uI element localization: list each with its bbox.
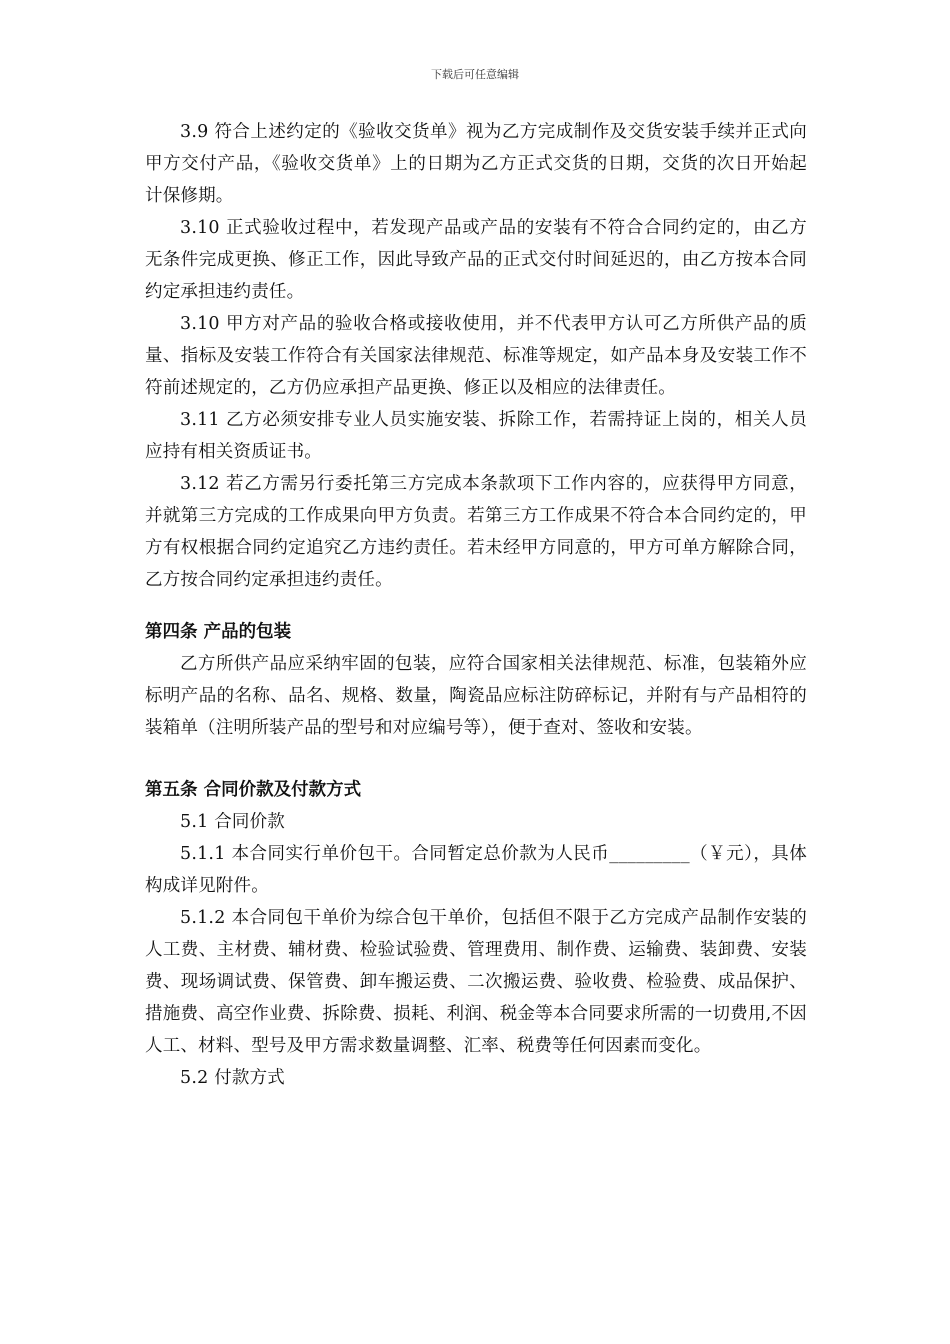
clause-5-1-2: 5.1.2 本合同包干单价为综合包干单价，包括但不限于乙方完成产品制作安装的人工费、主材费、辅材费、检验试验费、管理费用、制作费、运输费、装卸费、安装费、现场调试费、保管费、卸车搬运费、二次搬运费、验收费、检验费、成品保护、措施费、高空作业费、拆除费、损耗、利润、税金等本合同要求所需的一切费用,不因人工、材料、型号及甲方需求数量调整、汇率、税费等任何因素而变化。	[145, 908, 807, 1056]
section-spacer	[145, 744, 807, 774]
clause-3-9: 3.9 符合上述约定的《验收交货单》视为乙方完成制作及交货安装手续并正式向甲方交付产品，《验收交货单》上的日期为乙方正式交货的日期，交货的次日开始起计保修期。	[145, 122, 807, 206]
page-header: 下载后可任意编辑	[431, 68, 519, 81]
clause-5-2: 5.2 付款方式	[180, 1068, 285, 1088]
clause-3-11: 3.11 乙方必须安排专业人员实施安装、拆除工作，若需持证上岗的，相关人员应持有相关资质证书。	[145, 410, 807, 462]
article-5-heading: 第五条 合同价款及付款方式	[145, 780, 362, 800]
clause-3-10-b: 3.10 甲方对产品的验收合格或接收使用，并不代表甲方认可乙方所供产品的质量、指标及安装工作符合有关国家法律规范、标准等规定，如产品本身及安装工作不符前述规定的，乙方仍应承担产品更换、修正以及相应的法律责任。	[145, 314, 807, 398]
clause-5-1-1: 5.1.1 本合同实行单价包干。合同暂定总价款为人民币_________（￥元），具体构成详见附件。	[145, 844, 807, 896]
article-4-heading: 第四条 产品的包装	[145, 622, 292, 642]
article-4-body: 乙方所供产品应采纳牢固的包装，应符合国家相关法律规范、标准，包装箱外应标明产品的名称、品名、规格、数量，陶瓷品应标注防碎标记，并附有与产品相符的装箱单（注明所装产品的型号和对应编号等），便于查对、签收和安装。	[145, 654, 807, 738]
clause-5-1: 5.1 合同价款	[180, 812, 285, 832]
section-spacer	[145, 596, 807, 616]
document-body	[145, 116, 807, 1094]
clause-3-10-a: 3.10 正式验收过程中，若发现产品或产品的安装有不符合合同约定的，由乙方无条件完成更换、修正工作，因此导致产品的正式交付时间延迟的，由乙方按本合同约定承担违约责任。	[145, 218, 807, 302]
clause-3-12: 3.12 若乙方需另行委托第三方完成本条款项下工作内容的，应获得甲方同意，并就第三方完成的工作成果向甲方负责。若第三方工作成果不符合本合同约定的，甲方有权根据合同约定追究乙方违约责任。若未经甲方同意的，甲方可单方解除合同，乙方按合同约定承担违约责任。	[145, 474, 807, 590]
